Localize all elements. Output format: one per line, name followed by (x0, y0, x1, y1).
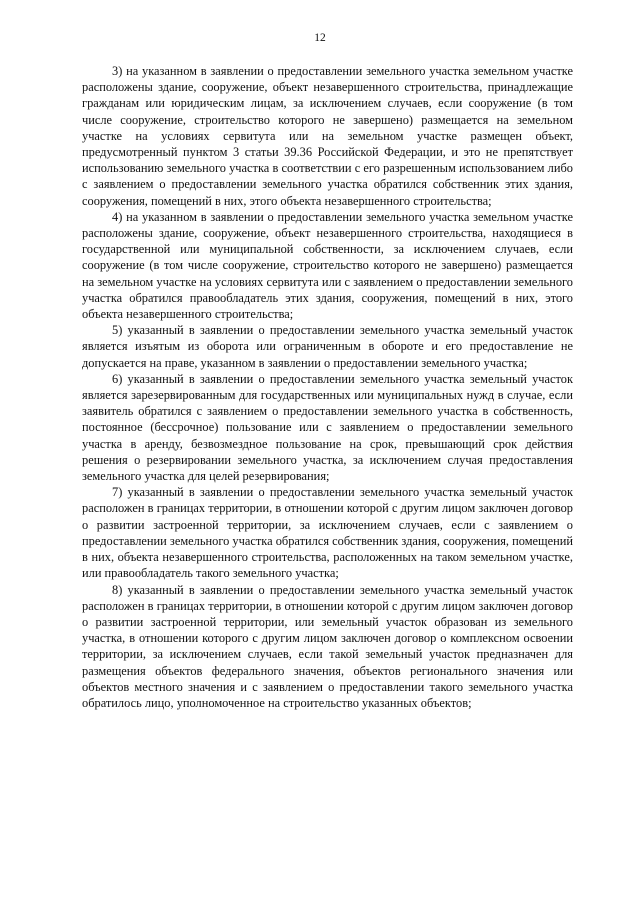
paragraph-item-6: 6) указанный в заявлении о предоставлении земельного участка земельный участок является зарезервированным для государственных или муниципальных нужд в случае, если заявитель обратился с заявлением о предоставлении земельного участка в собственность, постоянное (бессрочное) пользование или с заявлением о предоставлении земельного участка в аренду, безвозмездное пользование на срок, превышающий срок действия решения о резервировании земельного участка, за исключением случая предоставления земельного участка для целей резервирования; (82, 371, 573, 484)
page-number: 12 (314, 32, 326, 44)
paragraph-item-5: 5) указанный в заявлении о предоставлении земельного участка земельный участок является изъятым из оборота или ограниченным в обороте и его предоставление не допускается на праве, указанном в заявлении о предоставлении земельного участка; (82, 323, 573, 370)
paragraph-item-3: 3) на указанном в заявлении о предоставлении земельного участка земельном участке расположены здание, сооружение, объект незавершенного строительства, принадлежащие гражданам или юридическим лицам, за исключением случаев, если сооружение (в том числе сооружение, строительство которого не завершено) размещается на земельном участке на условиях сервитута или на земельном участке размещен объект, предусмотренный пунктом 3 статьи 39.36 Российской Федерации, и это не препятствует использованию земельного участка в соответствии с его разрешенным использованием либо с заявлением о предоставлении земельного участка обратился собственник этих здания, сооружения, помещений в них, этого объекта незавершенного строительства; (82, 64, 573, 208)
paragraph-item-7: 7) указанный в заявлении о предоставлении земельного участка земельный участок расположен в границах территории, в отношении которой с другим лицом заключен договор о развитии застроенной территории, за исключением случаев, если с заявлением о предоставлении земельного участка обратился собственник здания, сооружения, помещений в них, объекта незавершенного строительства, расположенных на таком земельном участке, или правообладатель такого земельного участка; (82, 485, 573, 581)
paragraph-item-4: 4) на указанном в заявлении о предоставлении земельного участка земельном участке расположены здание, сооружение, объект незавершенного строительства, находящиеся в государственной или муниципальной собственности, за исключением случаев, если сооружение (в том числе сооружение, строительство которого не завершено) размещается на земельном участке на условиях сервитута или с заявлением о предоставлении земельного участка обратился правообладатель этих здания, сооружения, помещений в них, этого объекта незавершенного строительства; (82, 209, 573, 322)
paragraph-item-8: 8) указанный в заявлении о предоставлении земельного участка земельный участок расположен в границах территории, в отношении которой с другим лицом заключен договор о развитии застроенной территории, или земельный участок образован из земельного участка, в отношении которого с другим лицом заключен договор о комплексном освоении территории, за исключением случаев, если такой земельный участок предназначен для размещения объектов федерального значения, объектов регионального значения или объектов местного значения и с заявлением о предоставлении такого земельного участка обратилось лицо, уполномоченное на строительство указанных объектов; (82, 582, 573, 710)
document-body (82, 63, 573, 711)
